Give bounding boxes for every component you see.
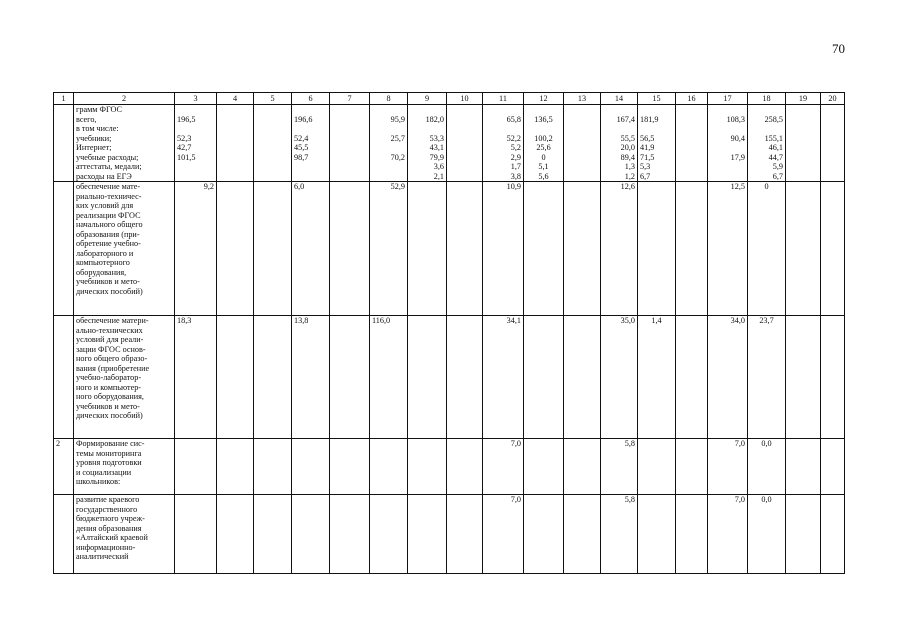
value-line: 52,2 — [506, 133, 521, 143]
value-line: 52,3 — [177, 133, 192, 143]
value-line: 25,6 — [536, 143, 551, 152]
value-line: 0 — [541, 152, 546, 162]
value-line — [410, 124, 444, 134]
value-cell — [638, 439, 676, 495]
value-line — [372, 162, 405, 172]
value-cell: 0,0 — [748, 495, 786, 574]
value-cell — [638, 495, 676, 574]
value-cell — [408, 495, 447, 574]
value-cell — [370, 439, 408, 495]
table-row — [54, 105, 845, 182]
page-number: 70 — [832, 41, 845, 56]
value-cell — [676, 439, 708, 495]
value-line — [526, 105, 561, 115]
value-cell — [786, 495, 821, 574]
value-line — [640, 105, 673, 115]
value-line — [710, 162, 745, 172]
value-line — [710, 143, 745, 153]
value-cell — [447, 182, 483, 316]
value-line: 90,4 — [730, 133, 745, 143]
row-label-line: лабораторного и — [76, 248, 134, 258]
row-label-line: дических пособий) — [76, 286, 143, 296]
value-line: 6,7 — [772, 171, 783, 181]
row-label-line: ально-технических — [76, 325, 143, 335]
value-cell — [447, 495, 483, 574]
value-cell — [447, 316, 483, 439]
row-label-line: темы мониторинга — [76, 448, 142, 458]
row-label-cell — [74, 495, 175, 574]
value-cell — [370, 105, 408, 182]
row-label-line: в том числе: — [76, 124, 119, 133]
value-line: 6,7 — [640, 171, 651, 181]
value-cell: 12,5 — [708, 182, 748, 316]
value-line: 182,0 — [425, 114, 444, 124]
value-cell — [708, 105, 748, 182]
value-cell — [254, 495, 292, 574]
value-cell: 5,8 — [601, 495, 638, 574]
value-cell — [447, 105, 483, 182]
value-cell — [638, 105, 676, 182]
value-cell — [564, 495, 601, 574]
row-label-cell — [74, 316, 175, 439]
value-cell — [524, 495, 564, 574]
value-line: 65,8 — [506, 114, 521, 124]
value-line — [750, 124, 783, 134]
value-cell — [330, 182, 370, 316]
value-line: 2,1 — [433, 171, 444, 181]
value-cell: 6,0 — [292, 182, 330, 316]
value-cell — [524, 316, 564, 439]
row-number-cell — [54, 316, 74, 439]
value-cell: 116,0 — [370, 316, 408, 439]
value-cell: 7,0 — [708, 439, 748, 495]
row-label-cell — [74, 105, 175, 182]
row-label-line: бюджетного учреж- — [76, 514, 145, 523]
value-line: 155,1 — [764, 133, 783, 143]
value-line — [294, 172, 327, 182]
value-cell: 18,3 — [175, 316, 217, 439]
value-line — [603, 105, 635, 115]
value-line: 5,6 — [538, 171, 549, 181]
table-row — [54, 182, 845, 316]
value-cell — [254, 182, 292, 316]
column-number: 20 — [821, 93, 845, 105]
value-cell — [330, 439, 370, 495]
value-line: 71,5 — [640, 152, 655, 162]
value-line: 181,9 — [640, 114, 659, 124]
value-cell — [217, 316, 254, 439]
value-cell — [175, 105, 217, 182]
row-label-line: «Алтайский краевой — [76, 533, 148, 542]
value-line: 44,7 — [768, 152, 783, 162]
value-cell: 1,4 — [638, 316, 676, 439]
value-cell — [676, 316, 708, 439]
value-line — [294, 124, 327, 134]
value-line — [485, 124, 521, 134]
row-label-line: Формирование сис- — [76, 439, 145, 448]
value-cell: 7,0 — [708, 495, 748, 574]
value-line — [177, 172, 214, 182]
value-cell: 7,0 — [483, 495, 524, 574]
value-line: 46,1 — [768, 143, 783, 152]
value-cell: 7,0 — [483, 439, 524, 495]
row-label-line: уровня подготовки — [76, 458, 142, 467]
row-label-line: Интернет; — [76, 143, 112, 152]
value-cell — [564, 316, 601, 439]
value-cell: 34,1 — [483, 316, 524, 439]
column-number: 19 — [786, 93, 821, 105]
value-cell: 10,9 — [483, 182, 524, 316]
row-label-line: обеспечение матери- — [76, 316, 149, 325]
budget-table — [53, 92, 845, 574]
value-line — [640, 124, 673, 134]
value-cell — [447, 439, 483, 495]
value-line: 89,4 — [620, 152, 635, 162]
value-line: 41,9 — [640, 143, 655, 152]
value-line: 5,9 — [772, 162, 783, 171]
value-line: 5,1 — [538, 162, 549, 171]
value-line — [294, 105, 327, 115]
value-line — [526, 124, 561, 134]
value-cell — [292, 495, 330, 574]
value-line — [177, 162, 214, 172]
value-cell — [330, 495, 370, 574]
row-number-cell — [54, 105, 74, 182]
row-label-line: образования (при- — [76, 229, 140, 239]
value-cell — [821, 182, 845, 316]
value-cell — [638, 182, 676, 316]
value-line: 3,6 — [433, 162, 444, 171]
value-cell — [217, 495, 254, 574]
row-label-line: ного и компьютер- — [76, 382, 142, 392]
value-line: 98,7 — [294, 152, 309, 162]
column-number: 8 — [370, 93, 408, 105]
value-cell — [524, 439, 564, 495]
row-label-line: всего, — [76, 114, 97, 124]
row-label-line: обеспечение мате- — [76, 182, 141, 191]
row-label-line: учебные расходы; — [76, 152, 139, 162]
row-label-line: начального общего — [76, 220, 143, 229]
value-line — [750, 105, 783, 115]
row-label-line: учебно-лаборатор- — [76, 373, 142, 382]
row-number-cell — [54, 495, 74, 574]
value-cell — [370, 495, 408, 574]
value-line — [372, 124, 405, 134]
value-cell: 34,0 — [708, 316, 748, 439]
row-label-line: дических пособий) — [76, 411, 143, 420]
value-cell — [676, 495, 708, 574]
value-line — [372, 172, 405, 182]
value-line — [485, 105, 521, 115]
value-cell — [175, 439, 217, 495]
value-cell: 9,2 — [175, 182, 217, 316]
value-line: 1,7 — [510, 162, 521, 171]
value-cell: 0 — [748, 182, 786, 316]
column-number: 18 — [748, 93, 786, 105]
value-line: 136,5 — [534, 114, 553, 124]
column-number: 1 — [54, 93, 74, 105]
row-label-line: школьников: — [76, 477, 121, 486]
row-label-line: обретение учебно- — [76, 239, 141, 248]
column-number: 6 — [292, 93, 330, 105]
row-label-line: учебников и мето- — [76, 401, 140, 411]
value-line — [710, 124, 745, 134]
value-cell — [408, 182, 447, 316]
value-line: 1,3 — [624, 162, 635, 171]
value-cell — [564, 182, 601, 316]
value-cell — [408, 316, 447, 439]
value-cell — [292, 439, 330, 495]
column-number: 4 — [217, 93, 254, 105]
value-cell — [217, 182, 254, 316]
value-line: 1,2 — [624, 171, 635, 181]
row-label-line: ких условий для — [76, 201, 134, 210]
value-line — [372, 105, 405, 115]
value-line: 3,8 — [510, 171, 521, 181]
table-row — [54, 495, 845, 574]
row-label-line: аналитический — [76, 552, 129, 561]
value-cell: 0,0 — [748, 439, 786, 495]
value-cell — [786, 105, 821, 182]
value-cell — [748, 105, 786, 182]
value-line: 100,2 — [534, 133, 553, 143]
value-cell — [408, 439, 447, 495]
value-cell — [564, 105, 601, 182]
column-number: 13 — [564, 93, 601, 105]
row-label-line: вания (приобретение — [76, 363, 150, 373]
value-line — [603, 124, 635, 134]
value-cell — [676, 182, 708, 316]
row-label-line: реализации ФГОС — [76, 210, 141, 220]
value-cell — [408, 105, 447, 182]
column-number: 2 — [74, 93, 175, 105]
value-line — [177, 124, 214, 134]
column-number: 17 — [708, 93, 748, 105]
row-label-cell — [74, 439, 175, 495]
value-line: 5,3 — [640, 162, 651, 171]
row-label-line: риально-техничес- — [76, 191, 142, 201]
value-line: 108,3 — [726, 114, 745, 124]
value-line: 56,5 — [640, 133, 655, 143]
value-line: 79,9 — [429, 152, 444, 162]
value-line — [410, 105, 444, 115]
value-cell — [524, 105, 564, 182]
row-label-line: условий для реали- — [76, 335, 144, 344]
row-label-cell — [74, 182, 175, 316]
value-cell — [330, 316, 370, 439]
value-cell — [821, 316, 845, 439]
value-cell — [786, 439, 821, 495]
value-cell — [821, 439, 845, 495]
value-cell — [254, 439, 292, 495]
value-line: 43,1 — [429, 143, 444, 152]
value-cell: 35,0 — [601, 316, 638, 439]
value-cell — [786, 182, 821, 316]
row-number-cell: 2 — [54, 439, 74, 495]
value-cell — [483, 105, 524, 182]
value-cell — [175, 495, 217, 574]
value-cell: 5,8 — [601, 439, 638, 495]
value-cell — [821, 495, 845, 574]
column-number: 12 — [524, 93, 564, 105]
value-line: 5,2 — [510, 143, 521, 152]
row-label-line: и социализации — [76, 467, 132, 477]
value-cell — [524, 182, 564, 316]
value-line: 70,2 — [390, 152, 405, 162]
column-number-row — [54, 93, 845, 105]
value-line: 2,9 — [510, 152, 521, 162]
column-number: 10 — [447, 93, 483, 105]
value-line: 196,6 — [294, 114, 313, 124]
value-line: 258,5 — [764, 114, 783, 124]
column-number: 9 — [408, 93, 447, 105]
value-line: 45,5 — [294, 143, 309, 152]
column-number: 5 — [254, 93, 292, 105]
row-label-line: государственного — [76, 504, 138, 514]
value-cell — [254, 105, 292, 182]
row-label-line: информационно- — [76, 542, 136, 552]
value-cell — [601, 105, 638, 182]
value-line: 17,9 — [730, 152, 745, 162]
value-line: 52,4 — [294, 133, 309, 143]
value-line: 25,7 — [390, 133, 405, 143]
value-line — [372, 143, 405, 153]
row-label-line: грамм ФГОС — [76, 105, 122, 114]
row-label-line: оборудования, — [76, 267, 127, 277]
value-line: 53,3 — [429, 133, 444, 143]
column-number: 3 — [175, 93, 217, 105]
value-cell — [564, 439, 601, 495]
row-label-line: учебники; — [76, 133, 112, 143]
value-cell: 12,6 — [601, 182, 638, 316]
value-cell — [676, 105, 708, 182]
row-label-line: ного оборудования, — [76, 392, 144, 401]
value-cell — [786, 316, 821, 439]
row-label-line: дения образования — [76, 523, 142, 533]
value-line — [710, 105, 745, 115]
column-number: 14 — [601, 93, 638, 105]
value-line: 196,5 — [177, 114, 196, 124]
value-cell — [292, 105, 330, 182]
table-row — [54, 316, 845, 439]
value-cell — [217, 105, 254, 182]
value-line — [710, 172, 745, 182]
row-number-cell — [54, 182, 74, 316]
value-cell — [821, 105, 845, 182]
row-label-line: расходы на ЕГЭ — [76, 171, 132, 181]
value-cell — [217, 439, 254, 495]
value-line — [294, 162, 327, 172]
column-number: 15 — [638, 93, 676, 105]
row-label-line: ного общего образо- — [76, 354, 148, 363]
value-line: 20,0 — [620, 143, 635, 152]
value-cell — [330, 105, 370, 182]
row-label-line: развитие краевого — [76, 495, 140, 504]
value-cell: 13,8 — [292, 316, 330, 439]
row-label-line: компьютерного — [76, 258, 130, 267]
value-cell: 52,9 — [370, 182, 408, 316]
value-cell — [254, 316, 292, 439]
row-label-line: аттестаты, медали; — [76, 162, 142, 171]
row-label-line: зации ФГОС основ- — [76, 344, 146, 354]
column-number: 7 — [330, 93, 370, 105]
column-number: 16 — [676, 93, 708, 105]
value-line: 167,4 — [616, 114, 635, 124]
value-line: 95,9 — [390, 114, 405, 124]
value-cell: 23,7 — [748, 316, 786, 439]
row-label-line: учебников и мето- — [76, 277, 140, 286]
value-line — [177, 105, 214, 115]
value-line: 101,5 — [177, 152, 196, 162]
value-line: 42,7 — [177, 143, 192, 152]
value-line: 55,5 — [620, 133, 635, 143]
table-row — [54, 439, 845, 495]
column-number: 11 — [483, 93, 524, 105]
